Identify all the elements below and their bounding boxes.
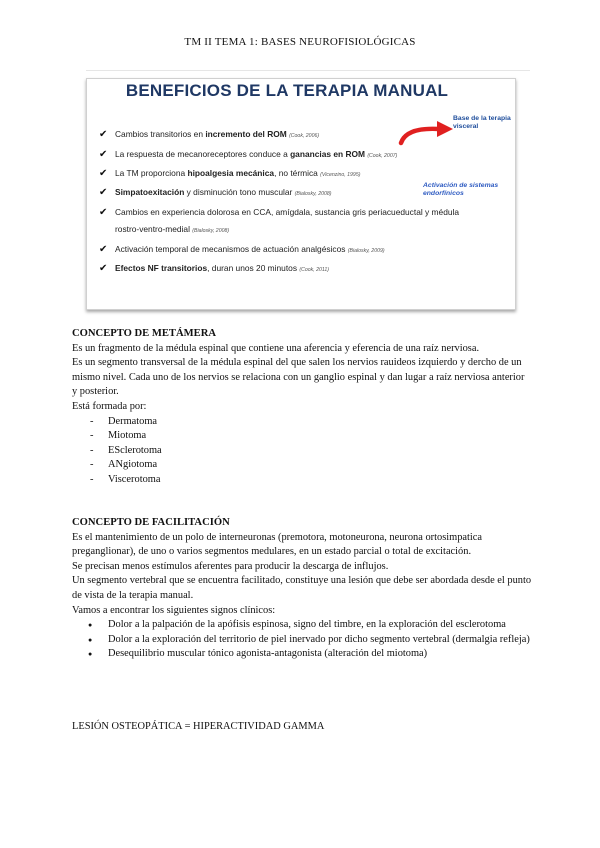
check-icon: ✔: [99, 149, 108, 160]
paragraph: Se precisan menos estímulos aferentes para producir la descarga de influjos.: [72, 560, 389, 572]
page-header: TM II TEMA 1: BASES NEUROFISIOLÓGICAS: [184, 36, 416, 48]
slide-bullet: ✔ Cambios transitorios en incremento del ROM (Cook, 2006): [99, 129, 320, 140]
paragraph: Es el mantenimiento de un polo de interneuronas (premotora, motoneurona, neurona ortosimpatica preganglionar), de uno o varios segmentos medulares, en un estado parcial o total de excitación.: [72, 531, 483, 558]
slide-bullet-continuation: rostro-ventro-medial (Bialosky, 2008): [115, 224, 230, 234]
list-item: - Dermatoma: [72, 415, 532, 430]
paragraph: Es un fragmento de la médula espinal que contiene una aferencia y eferencia de una raíz nerviosa.: [72, 342, 480, 354]
list-item: - Miotoma: [72, 429, 532, 444]
check-icon: ✔: [99, 168, 108, 179]
slide-bullet: ✔ La TM proporciona hipoalgesia mecánica, no térmica (Vicenzino, 1995): [99, 168, 361, 179]
slide-bullet: ✔ Activación temporal de mecanismos de actuación analgésicos (Bialosky, 2009): [99, 244, 385, 255]
paragraph: Un segmento vertebral que se encuentra facilitado, constituye una lesión que debe ser abordada desde el punto de vista de la terapia manual.: [72, 575, 532, 601]
note-endorfinicos: Activación de sistemas endorfínicos: [423, 182, 499, 197]
metamera-section: [72, 327, 532, 488]
lesion-osteopatica-line: LESIÓN OSTEOPÁTICA = HIPERACTIVIDAD GAMMA: [72, 721, 325, 732]
red-arrow-icon: [395, 119, 455, 147]
check-icon: ✔: [99, 129, 108, 140]
list-item: ● Dolor a la palpación de la apófisis espinosa, signo del timbre, en la exploración del esclerotoma: [72, 618, 532, 633]
list-item: - ESclerotoma: [72, 444, 532, 459]
list-item: ● Desequilibrio muscular tónico agonista-antagonista (alteración del miotoma): [72, 647, 532, 662]
check-icon: ✔: [99, 244, 108, 255]
list-item: - ANgiotoma: [72, 458, 532, 473]
list-item: ● Dolor a la exploración del territorio de piel inervado por dicho segmento vertebral (dermalgia refleja): [72, 633, 532, 648]
header-divider: [86, 70, 530, 71]
signos-list: [72, 618, 532, 662]
note-visceral: Base de la terapia visceral: [453, 115, 511, 130]
metamera-heading: CONCEPTO DE METÁMERA: [72, 328, 217, 339]
check-icon: ✔: [99, 187, 108, 198]
slide-bullet: ✔ Efectos NF transitorios, duran unos 20 minutos (Cook, 2011): [99, 263, 329, 274]
slide-title: BENEFICIOS DE LA TERAPIA MANUAL: [125, 81, 449, 100]
slide-bullet: ✔ Simpatoexitación y disminución tono muscular (Bialosky, 2008): [99, 187, 332, 198]
check-icon: ✔: [99, 207, 108, 218]
slide-bullet: ✔ La respuesta de mecanoreceptores conduce a ganancias en ROM (Cook, 2007): [99, 149, 398, 160]
list-item: - Viscerotoma: [72, 473, 532, 488]
paragraph: Vamos a encontrar los siguientes signos clínicos:: [72, 604, 276, 616]
slide-image: [86, 78, 516, 310]
facilitacion-section: [72, 516, 532, 662]
paragraph: Está formada por:: [72, 400, 147, 412]
slide-bullet: ✔ Cambios en experiencia dolorosa en CCA, amígdala, sustancia gris periacueductal y médula: [99, 207, 460, 218]
facilitacion-heading: CONCEPTO DE FACILITACIÓN: [72, 517, 230, 528]
metamera-list: [72, 415, 532, 488]
check-icon: ✔: [99, 263, 108, 274]
paragraph: Es un segmento transversal de la médula espinal del que salen los nervios rauideos izquierdo y dercho de un mismo nivel. Cada uno de los nervios se relaciona con un ganglio espinal y dan lugar a raíz nerviosa anterior y posterior.: [72, 357, 525, 398]
